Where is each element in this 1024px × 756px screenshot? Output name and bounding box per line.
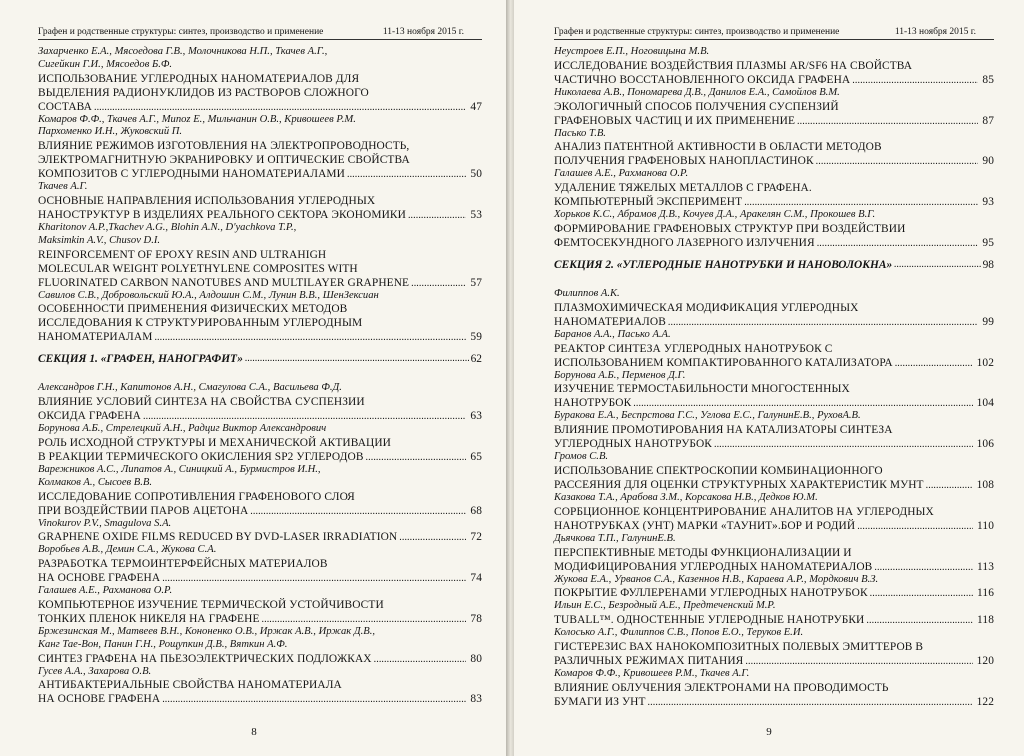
entry-title-line	[554, 546, 994, 560]
entry-title-line	[38, 450, 482, 464]
entry-page: 83	[470, 693, 482, 706]
entry-title-line	[554, 181, 994, 195]
entry-title: РОЛЬ ИСХОДНОЙ СТРУКТУРЫ И МЕХАНИЧЕСКОЙ АКТИВАЦИИ	[38, 436, 392, 449]
entry-title: НА ОСНОВЕ ГРАФЕНА	[38, 572, 161, 585]
entry-title: TUBALL™. ОДНОСТЕННЫЕ УГЛЕРОДНЫЕ НАНОТРУБКИ	[554, 614, 865, 627]
entry-title-line	[38, 316, 482, 330]
entry-page: 53	[470, 208, 482, 221]
entry-authors: Галашев А.Е., Рахманова О.Р.	[554, 168, 689, 180]
dot-leader	[714, 438, 973, 451]
entry-page: 85	[982, 73, 994, 86]
entry-title: НАНОТРУБКАХ (УНТ) МАРКИ «ТАУНИТ».БОР И РОДИЙ	[554, 519, 856, 532]
entry-authors: Казакова Т.А., Арабова З.М., Корсакова Н.В., Дедков Ю.М.	[554, 491, 818, 503]
dot-leader	[162, 693, 466, 706]
entry-title-line	[554, 654, 994, 668]
entry-page: 99	[982, 315, 994, 328]
header-date: 11-13 ноября 2015 г.	[894, 27, 976, 37]
entry-title: РАЗЛИЧНЫХ РЕЖИМАХ ПИТАНИЯ	[554, 654, 744, 667]
dot-leader	[633, 397, 972, 410]
entry-title-line	[554, 356, 994, 370]
entry-title: РЕАКТОР СИНТЕЗА УГЛЕРОДНЫХ НАНОТРУБОК С	[554, 342, 833, 355]
dot-leader	[411, 277, 466, 290]
entry-title: ВЛИЯНИЕ РЕЖИМОВ ИЗГОТОВЛЕНИЯ НА ЭЛЕКТРОПРОВОДНОСТЬ,	[38, 140, 410, 153]
entry-authors: Баранов А.А., Пасько А.А.	[554, 328, 671, 340]
dot-leader	[866, 614, 973, 627]
entry-authors: Maksimkin A.V., Chusov D.I.	[38, 234, 161, 246]
entry-title: ПРИ ВОЗДЕЙСТВИИ ПАРОВ АЦЕТОНА	[38, 504, 249, 517]
entry-title: ИССЛЕДОВАНИЕ СОПРОТИВЛЕНИЯ ГРАФЕНОВОГО СЛОЯ	[38, 490, 355, 503]
toc-entry	[38, 114, 482, 182]
entry-title-line	[554, 382, 994, 396]
toc-list	[38, 46, 482, 706]
entry-title-line	[38, 490, 482, 504]
entry-title-line	[38, 208, 482, 222]
entry-title-line	[38, 167, 482, 181]
entry-title: КОМПЬЮТЕРНОЕ ИЗУЧЕНИЕ ТЕРМИЧЕСКОЙ УСТОЙЧИВОСТИ	[38, 598, 384, 611]
entry-title-line	[38, 100, 482, 114]
entry-authors: Жукова Е.А., Урванов С.А., Казеннов Н.В., Караева А.Р., Мордкович В.З.	[554, 573, 879, 585]
dot-leader	[745, 655, 972, 668]
entry-authors: Громов С.В.	[554, 451, 609, 463]
entry-title-line	[554, 140, 994, 154]
entry-title-line	[38, 409, 482, 423]
entry-title: ГРАФЕНОВЫХ ЧАСТИЦ И ИХ ПРИМЕНЕНИЕ	[554, 114, 796, 127]
entry-page: 50	[470, 168, 482, 181]
dot-leader	[870, 587, 973, 600]
dot-leader	[852, 74, 978, 87]
toc-entry	[38, 382, 482, 423]
entry-title: ИСПОЛЬЗОВАНИЕ УГЛЕРОДНЫХ НАНОМАТЕРИАЛОВ ДЛЯ	[38, 72, 360, 85]
toc-entry	[554, 533, 994, 574]
entry-authors: Борунова А.Б., Перменов Д.Г.	[554, 369, 686, 381]
section-title: СЕКЦИЯ 2. «УГЛЕРОДНЫЕ НАНОТРУБКИ И НАНОВОЛОКНА»	[554, 258, 893, 271]
entry-authors: Хорьков К.С., Абрамов Д.В., Кочуев Д.А., Аракелян С.М., Прокошев В.Г.	[554, 209, 876, 221]
entry-title: НАНОМАТЕРИАЛАМ	[38, 331, 153, 344]
entry-title-line	[554, 396, 994, 410]
entry-title: ПЕРСПЕКТИВНЫЕ МЕТОДЫ ФУНКЦИОНАЛИЗАЦИИ И	[554, 546, 852, 559]
section-title: СЕКЦИЯ 1. «ГРАФЕН, НАНОГРАФИТ»	[38, 353, 243, 366]
entry-title: ИЗУЧЕНИЕ ТЕРМОСТАБИЛЬНОСТИ МНОГОСТЕННЫХ	[554, 383, 850, 396]
dot-leader	[143, 410, 466, 423]
entry-authors: Дьячкова Т.П., ГалунинЕ.В.	[554, 532, 676, 544]
entry-title-line	[554, 437, 994, 451]
entry-page: 104	[976, 397, 994, 410]
entry-title: УГЛЕРОДНЫХ НАНОТРУБОК	[554, 438, 712, 451]
entry-title: СОСТАВА	[38, 100, 92, 113]
entry-page: 106	[976, 438, 994, 451]
toc-entry	[554, 209, 994, 250]
entry-page: 95	[982, 236, 994, 249]
entry-title: ВЛИЯНИЕ УСЛОВИЙ СИНТЕЗА НА СВОЙСТВА СУСПЕНЗИИ	[38, 396, 365, 409]
entry-page: 87	[982, 114, 994, 127]
dot-leader	[857, 520, 973, 533]
entry-title: КОМПОЗИТОВ С УГЛЕРОДНЫМИ НАНОМАТЕРИАЛАМИ	[38, 168, 345, 181]
entry-title: ВЛИЯНИЕ ПРОМОТИРОВАНИЯ НА КАТАЛИЗАТОРЫ СИНТЕЗА	[554, 424, 893, 437]
entry-page: 57	[470, 276, 482, 289]
dot-leader	[895, 357, 973, 370]
entry-title: ИСПОЛЬЗОВАНИЕ СПЕКТРОСКОПИИ КОМБИНАЦИОННОГО	[554, 464, 883, 477]
page-number: 8	[251, 726, 257, 738]
dot-leader	[648, 696, 973, 709]
section-page: 62	[470, 353, 482, 366]
toc-entry	[554, 668, 994, 709]
entry-authors: Бржезинская М., Матвеев В.Н., Кононенко О.В., Иржак А.В., Иржак Д.В.,	[38, 625, 376, 637]
entry-title-line	[38, 530, 482, 544]
entry-page: 72	[470, 531, 482, 544]
entry-title-line	[38, 652, 482, 666]
entry-title: ГИСТЕРЕЗИС ВАХ НАНОКОМПОЗИТНЫХ ПОЛЕВЫХ ЭМИТТЕРОВ В	[554, 640, 924, 653]
entry-title-line	[38, 692, 482, 706]
entry-page: 122	[976, 695, 994, 708]
entry-authors: Kharitonov A.P.,Tkachev A.G., Blohin A.N., D'yachkova T.P.,	[38, 221, 297, 233]
entry-authors: Варежников А.С., Липатов А., Синицкий А., Бурмистров И.Н.,	[38, 463, 321, 475]
dot-leader	[262, 613, 467, 626]
entry-title: ПЛАЗМОХИМИЧЕСКАЯ МОДИФИКАЦИЯ УГЛЕРОДНЫХ	[554, 301, 859, 314]
section-page: 98	[982, 258, 994, 271]
entry-title-line	[38, 86, 482, 100]
dot-leader	[374, 653, 467, 666]
entry-authors: Захарченко Е.А., Мясоедова Г.В., Молочникова Н.П., Ткачев А.Г.,	[38, 46, 328, 57]
dot-leader	[744, 196, 978, 209]
toc-entry	[554, 46, 994, 87]
toc-list	[554, 46, 994, 709]
toc-entry	[554, 288, 994, 329]
entry-title: КОМПЬЮТЕРНЫЙ ЭКСПЕРИМЕНТ	[554, 196, 743, 209]
entry-title-line	[38, 248, 482, 262]
entry-title-line	[554, 560, 994, 574]
entry-title-line	[38, 262, 482, 276]
dot-leader	[154, 331, 466, 344]
entry-title: ТОНКИХ ПЛЕНОК НИКЕЛЯ НА ГРАФЕНЕ	[38, 612, 260, 625]
entry-title: ИСПОЛЬЗОВАНИЕМ КОМПАКТИРОВАННОГО КАТАЛИЗАТОРА	[554, 356, 893, 369]
entry-page: 110	[977, 519, 994, 532]
entry-authors: Ильин Е.С., Безродный А.Е., Предтеченский М.Р.	[554, 600, 776, 612]
toc-entry	[554, 451, 994, 492]
entry-title: ОКСИДА ГРАФЕНА	[38, 410, 141, 423]
entry-title: НАНОТРУБОК	[554, 397, 632, 410]
toc-entry	[38, 666, 482, 707]
entry-title-line	[38, 395, 482, 409]
entry-title-line	[554, 236, 994, 250]
entry-title-line	[554, 613, 994, 627]
toc-entry	[554, 168, 994, 209]
running-header	[38, 26, 482, 40]
entry-title: В РЕАКЦИИ ТЕРМИЧЕСКОГО ОКИСЛЕНИЯ SP2 УГЛЕРОДОВ	[38, 450, 364, 463]
header-date: 11-13 ноября 2015 г.	[382, 27, 464, 37]
entry-title: УДАЛЕНИЕ ТЯЖЕЛЫХ МЕТАЛЛОВ С ГРАФЕНА.	[554, 182, 812, 195]
entry-title-line	[38, 436, 482, 450]
dot-leader	[162, 572, 466, 585]
entry-authors: Ткачев А.Г.	[38, 181, 88, 193]
toc-entry	[554, 574, 994, 601]
entry-authors: Комаров Ф.Ф., Кривошеев Р.М., Ткачев А.Г.	[554, 667, 750, 679]
dot-leader	[817, 237, 979, 250]
entry-authors: Сигейкин Г.И., Мясоедов Б.Ф.	[38, 58, 173, 70]
toc-entry	[38, 423, 482, 464]
header-title: Графен и родственные структуры: синтез, производство и применение	[554, 27, 840, 37]
entry-page: 90	[982, 155, 994, 168]
entry-authors: Воробьев А.В., Демин С.А., Жукова С.А.	[38, 544, 217, 556]
dot-leader	[894, 258, 980, 272]
entry-authors: Колмаков А., Сысоев В.В.	[38, 476, 153, 488]
entry-title-line	[38, 153, 482, 167]
toc-entry	[38, 585, 482, 626]
dot-leader	[399, 531, 466, 544]
right-page	[514, 0, 1024, 756]
entry-page: 78	[470, 612, 482, 625]
entry-title-line	[554, 478, 994, 492]
dot-leader	[347, 168, 466, 181]
entry-title: ФЕМТОСЕКУНДНОГО ЛАЗЕРНОГО ИЗЛУЧЕНИЯ	[554, 236, 815, 249]
entry-page: 102	[976, 356, 994, 369]
entry-title-line	[554, 100, 994, 114]
entry-title: GRAPHENE OXIDE FILMS REDUCED BY DVD-LASER IRRADIATION	[38, 531, 398, 544]
toc-entry	[554, 600, 994, 627]
entry-title-line	[38, 139, 482, 153]
entry-title-line	[38, 72, 482, 86]
section-heading	[554, 258, 994, 272]
entry-title-line	[554, 301, 994, 315]
entry-authors: Vinokurov P.V., Smagulova S.A.	[38, 517, 172, 529]
entry-title: ИССЛЕДОВАНИЯ К СТРУКТУРИРОВАННЫМ УГЛЕРОДНЫМ	[38, 317, 363, 330]
entry-title: ВЫДЕЛЕНИЯ РАДИОНУКЛИДОВ ИЗ РАСТВОРОВ СЛОЖНОГО	[38, 86, 369, 99]
entry-title-line	[38, 557, 482, 571]
entry-authors: Буракова Е.А., Беспрстова Г.С., Углова Е.С., ГалунинЕ.В., РуховА.В.	[554, 410, 861, 422]
entry-title-line	[38, 276, 482, 290]
entry-title-line	[554, 519, 994, 533]
entry-title: ИССЛЕДОВАНИЕ ВОЗДЕЙСТВИЯ ПЛАЗМЫ AR/SF6 НА СВОЙСТВА	[554, 59, 913, 72]
entry-authors: Борунова А.Б., Стрелецкий А.Н., Радциг Виктор Александрович	[38, 423, 327, 435]
entry-title-line	[38, 678, 482, 692]
entry-title-line	[554, 586, 994, 600]
running-header	[554, 26, 994, 40]
entry-page: 80	[470, 652, 482, 665]
toc-entry	[38, 290, 482, 345]
entry-authors: Савилов С.В., Добровольский Ю.А., Алдошин С.М., Лунин В.В., ШенЗексиан	[38, 289, 379, 301]
entry-title-line	[554, 73, 994, 87]
dot-leader	[408, 209, 466, 222]
entry-title: СОРБЦИОННОЕ КОНЦЕНТРИРОВАНИЕ АНАЛИТОВ НА УГЛЕРОДНЫХ	[554, 505, 934, 518]
entry-title-line	[554, 505, 994, 519]
toc-entry	[554, 492, 994, 533]
entry-authors: Филиппов А.К.	[554, 287, 620, 299]
entry-title: НА ОСНОВЕ ГРАФЕНА	[38, 693, 161, 706]
entry-authors: Николаева А.В., Пономарева Д.В., Данилов Е.А., Самойлов В.М.	[554, 86, 840, 98]
entry-title: ЭЛЕКТРОМАГНИТНУЮ ЭКРАНИРОВКУ И ОПТИЧЕСКИЕ СВОЙСТВА	[38, 154, 410, 167]
section-heading	[38, 352, 482, 366]
dot-leader	[668, 316, 978, 329]
toc-entry	[554, 370, 994, 411]
dot-leader	[245, 352, 469, 366]
entry-title-line	[554, 695, 994, 709]
entry-title: REINFORCEMENT OF EPOXY RESIN AND ULTRAHIGH	[38, 248, 327, 261]
entry-title: ВЛИЯНИЕ ОБЛУЧЕНИЯ ЭЛЕКТРОНАМИ НА ПРОВОДИМОСТЬ	[554, 681, 889, 694]
entry-page: 47	[470, 100, 482, 113]
toc-entry	[38, 222, 482, 290]
dot-leader	[816, 155, 979, 168]
entry-page: 108	[976, 478, 994, 491]
toc-entry	[38, 626, 482, 666]
entry-authors: Неустроев Е.П., Ноговицына М.В.	[554, 46, 710, 57]
dot-leader	[250, 505, 466, 518]
entry-title-line	[554, 59, 994, 73]
entry-title: ОСНОВНЫЕ НАПРАВЛЕНИЯ ИСПОЛЬЗОВАНИЯ УГЛЕРОДНЫХ	[38, 194, 376, 207]
entry-page: 74	[470, 572, 482, 585]
entry-title: ЧАСТИЧНО ВОССТАНОВЛЕННОГО ОКСИДА ГРАФЕНА	[554, 73, 851, 86]
dot-leader	[874, 561, 973, 574]
entry-page: 93	[982, 196, 994, 209]
entry-title-line	[554, 640, 994, 654]
entry-title-line	[38, 302, 482, 316]
entry-page: 118	[977, 614, 994, 627]
entry-title: НАНОСТРУКТУР В ИЗДЕЛИЯХ РЕАЛЬНОГО СЕКТОРА ЭКОНОМИКИ	[38, 208, 406, 221]
dot-leader	[94, 101, 466, 114]
entry-title-line	[554, 154, 994, 168]
entry-title: МОДИФИЦИРОВАНИЯ УГЛЕРОДНЫХ НАНОМАТЕРИАЛОВ	[554, 560, 873, 573]
toc-entry	[554, 128, 994, 169]
page-number: 9	[766, 726, 772, 738]
toc-entry	[554, 410, 994, 451]
toc-entry	[38, 464, 482, 518]
entry-title-line	[38, 612, 482, 626]
dot-leader	[366, 451, 467, 464]
entry-title: MOLECULAR WEIGHT POLYETHYLENE COMPOSITES WITH	[38, 262, 358, 275]
entry-title: ФОРМИРОВАНИЕ ГРАФЕНОВЫХ СТРУКТУР ПРИ ВОЗДЕЙСТВИИ	[554, 222, 906, 235]
entry-authors: Галашев А.Е., Рахманова О.Р.	[38, 585, 173, 597]
entry-title: СИНТЕЗ ГРАФЕНА НА ПЬЕЗОЭЛЕКТРИЧЕСКИХ ПОДЛОЖКАХ	[38, 652, 372, 665]
entry-title-line	[554, 195, 994, 209]
entry-page: 116	[977, 587, 994, 600]
entry-title-line	[554, 464, 994, 478]
entry-title: АНАЛИЗ ПАТЕНТНОЙ АКТИВНОСТИ В ОБЛАСТИ МЕТОДОВ	[554, 141, 882, 154]
entry-authors: Гусев А.А., Захарова О.В.	[38, 665, 152, 677]
toc-entry	[554, 329, 994, 370]
entry-authors: Канг Тае-Вон, Панин Г.Н., Рощупкин Д.В., Вяткин А.Ф.	[38, 638, 288, 650]
left-page	[0, 0, 508, 756]
entry-title: РАЗРАБОТКА ТЕРМОИНТЕРФЕЙСНЫХ МАТЕРИАЛОВ	[38, 558, 328, 571]
entry-page: 63	[470, 410, 482, 423]
entry-authors: Пасько Т.В.	[554, 127, 606, 139]
entry-title: БУМАГИ ИЗ УНТ	[554, 695, 646, 708]
entry-title-line	[38, 194, 482, 208]
entry-authors: Комаров Ф.Ф., Ткачев А.Г., Munoz E., Мильчанин О.В., Кривошеев Р.М.	[38, 113, 356, 125]
entry-title-line	[554, 222, 994, 236]
entry-title: НАНОМАТЕРИАЛОВ	[554, 315, 666, 328]
entry-title: АНТИБАКТЕРИАЛЬНЫЕ СВОЙСТВА НАНОМАТЕРИАЛА	[38, 679, 342, 692]
entry-title: ПОКРЫТИЕ ФУЛЛЕРЕНАМИ УГЛЕРОДНЫХ НАНОТРУБОК	[554, 587, 868, 600]
entry-title-line	[554, 342, 994, 356]
toc-entry	[38, 181, 482, 222]
entry-authors: Колосько А.Г., Филиппов С.В., Попов Е.О., Теруков Е.И.	[554, 627, 804, 639]
entry-page: 68	[470, 504, 482, 517]
entry-title: ОСОБЕННОСТИ ПРИМЕНЕНИЯ ФИЗИЧЕСКИХ МЕТОДОВ	[38, 303, 348, 316]
entry-title-line	[38, 571, 482, 585]
entry-page: 65	[470, 450, 482, 463]
toc-entry	[554, 87, 994, 128]
entry-title-line	[554, 114, 994, 128]
toc-entry	[38, 518, 482, 545]
dot-leader	[926, 479, 973, 492]
toc-entry	[38, 544, 482, 585]
toc-entry	[554, 627, 994, 668]
entry-title: FLUORINATED CARBON NANOTUBES AND MULTILAYER GRAPHENE	[38, 276, 410, 289]
entry-title: ЭКОЛОГИЧНЫЙ СПОСОБ ПОЛУЧЕНИЯ СУСПЕНЗИЙ	[554, 100, 839, 113]
entry-page: 59	[470, 331, 482, 344]
entry-title-line	[38, 504, 482, 518]
header-title: Графен и родственные структуры: синтез, производство и применение	[38, 27, 324, 37]
entry-title-line	[38, 330, 482, 344]
toc-entry	[38, 46, 482, 114]
entry-page: 120	[976, 654, 994, 667]
entry-title-line	[554, 315, 994, 329]
entry-title-line	[554, 681, 994, 695]
entry-authors: Александров Г.Н., Капитонов А.Н., Смагулова С.А., Васильева Ф.Д.	[38, 382, 342, 394]
dot-leader	[797, 115, 978, 128]
entry-title-line	[38, 598, 482, 612]
entry-title: ПОЛУЧЕНИЯ ГРАФЕНОВЫХ НАНОПЛАСТИНОК	[554, 155, 814, 168]
entry-authors: Пархоменко И.Н., Жуковский П.	[38, 126, 183, 138]
entry-title-line	[554, 423, 994, 437]
entry-page: 113	[977, 560, 994, 573]
entry-title: РАССЕЯНИЯ ДЛЯ ОЦЕНКИ СТРУКТУРНЫХ ХАРАКТЕРИСТИК МУНТ	[554, 478, 924, 491]
